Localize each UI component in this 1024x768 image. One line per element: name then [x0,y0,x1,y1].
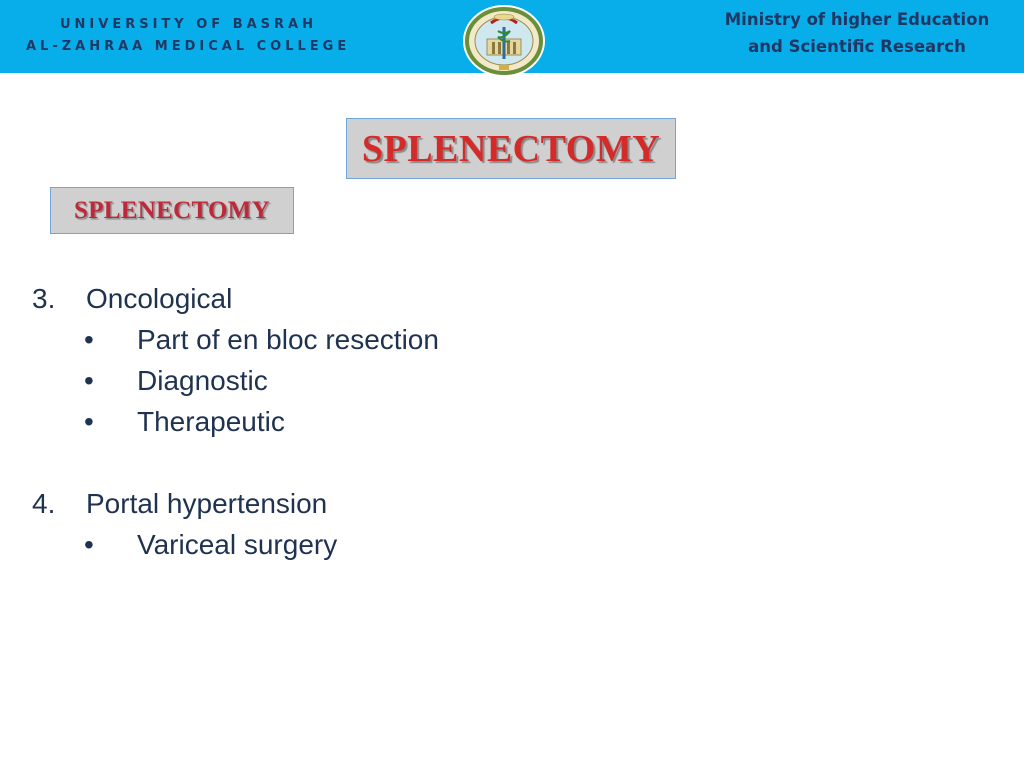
ministry-name [700,6,1014,60]
university-line-1: UNIVERSITY OF BASRAH [60,17,317,32]
slide-subtitle-box [50,187,294,234]
slide-subtitle: SPLENECTOMY [74,196,270,224]
section-label: Oncological [86,283,233,314]
section-number: 3. [32,283,56,314]
section-label: Portal hypertension [86,488,328,519]
list-item: Diagnostic [137,365,268,396]
bullet-glyph: • [84,529,94,560]
ministry-line-1: Ministry of higher Education [724,10,990,29]
header-bar [0,0,1024,73]
bullet-glyph: • [84,365,94,396]
bullet-glyph: • [84,406,94,437]
slide-title-box [346,118,676,179]
list-item: Part of en bloc resection [137,324,439,355]
bullet-glyph: • [84,324,94,355]
section-number: 4. [32,488,56,519]
university-name [26,14,350,58]
ministry-line-2: and Scientific Research [748,37,966,56]
slide-title: SPLENECTOMY [361,127,661,170]
university-line-2: AL-ZAHRAA MEDICAL COLLEGE [26,39,351,54]
list-item: Variceal surgery [137,529,338,560]
college-logo [461,3,547,75]
list-item: Therapeutic [137,406,285,437]
